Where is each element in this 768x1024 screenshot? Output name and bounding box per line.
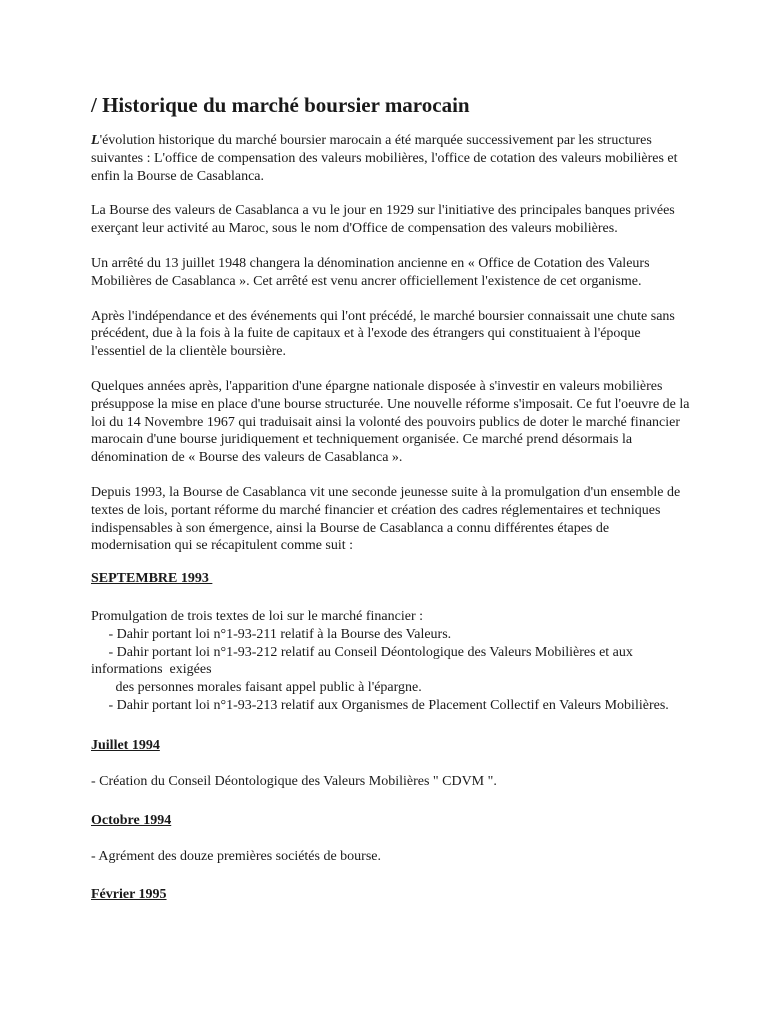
- list-item: - Dahir portant loi n°1-93-213 relatif aux Organismes de Placement Collectif en Valeurs Mobilières.: [91, 697, 669, 713]
- document-page: [91, 92, 691, 904]
- paragraph-1993: Depuis 1993, la Bourse de Casablanca vit une seconde jeunesse suite à la promulgation d'un ensemble de textes de lois, portant réforme du marché financier et création des cadres réglementaires et techniques indispensables à son émergence, ainsi la Bourse de Casablanca a connu différentes étapes de modernisation qui se récapitulent comme suit :: [91, 484, 681, 554]
- section-heading-juillet-1994: Juillet 1994: [91, 737, 160, 753]
- page-title: / Historique du marché boursier marocain: [91, 93, 470, 117]
- paragraph-intro: [91, 132, 691, 185]
- paragraph-intro-text: 'évolution historique du marché boursier marocain a été marquée successivement par les structures suivantes : L'office de compensation des valeurs mobilières, l'office de cotation des valeurs mobilières et enfin la Bourse de Casablanca.: [91, 133, 678, 184]
- section-heading-fevrier-1995: Février 1995: [91, 886, 167, 902]
- list-item: - Agrément des douze premières sociétés de bourse.: [91, 849, 382, 865]
- section-heading-sept-1993: SEPTEMBRE 1993: [91, 571, 213, 587]
- section-heading-octobre-1994: Octobre 1994: [91, 813, 172, 829]
- drop-letter: L: [91, 133, 100, 148]
- paragraph-1967: Quelques années après, l'apparition d'une épargne nationale disposée à s'investir en valeurs mobilières présuppose la mise en place d'une bourse structurée. Une nouvelle réforme s'imposait. Ce fut l'oeuvre de la loi du 14 Novembre 1967 qui traduisait ainsi la volonté des pouvoirs publics de doter le marché financier marocain d'une bourse juridiquement et techniquement organisée. Ce marché prend désormais la dénomination de « Bourse des valeurs de Casablanca ».: [91, 378, 690, 466]
- paragraph-1929: La Bourse des valeurs de Casablanca a vu le jour en 1929 sur l'initiative des principales banques privées exerçant leur activité au Maroc, sous le nom d'Office de compensation des valeurs mobilières.: [91, 203, 675, 237]
- list-item: - Création du Conseil Déontologique des Valeurs Mobilières " CDVM ".: [91, 773, 497, 789]
- list-intro: Promulgation de trois textes de loi sur le marché financier :: [91, 608, 424, 624]
- paragraph-independence: Après l'indépendance et des événements qui l'ont précédé, le marché boursier connaissait une chute sans précédent, due à la fois à la fuite de capitaux et à l'exode des étrangers qui constituaient à l'époque l'essentiel de la clientèle boursière.: [91, 308, 675, 360]
- paragraph-1948: Un arrêté du 13 juillet 1948 changera la dénomination ancienne en « Office de Cotation des Valeurs Mobilières de Casablanca ». Cet arrêté est venu ancrer officiellement l'existence de cet organisme.: [91, 255, 650, 289]
- list-item-continuation: des personnes morales faisant appel public à l'épargne.: [91, 680, 422, 696]
- list-item: - Dahir portant loi n°1-93-211 relatif à la Bourse des Valeurs.: [91, 626, 452, 642]
- list-item: - Dahir portant loi n°1-93-212 relatif au Conseil Déontologique des Valeurs Mobilières et aux informations exigées: [91, 644, 637, 678]
